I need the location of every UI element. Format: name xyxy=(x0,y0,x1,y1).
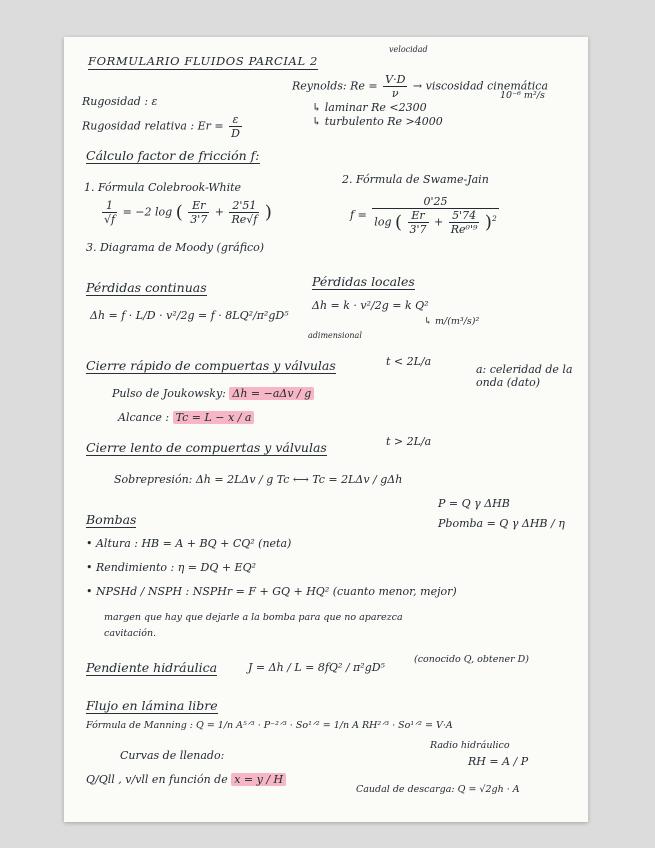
swamee-fraction xyxy=(372,195,498,236)
cierre-rapido-condition: t < 2L/a xyxy=(386,355,432,368)
npsh-note-2: cavitación. xyxy=(104,628,157,639)
reynolds-fraction xyxy=(383,73,407,100)
curvas-line xyxy=(86,773,286,786)
colebrook-t2-den: Re√f xyxy=(231,213,258,226)
colebrook-t2-num: 2'51 xyxy=(229,199,259,213)
pendiente-formula: J = Δh / L = 8fQ² / π²gD⁵ xyxy=(248,661,385,674)
k-units: ↳ m/(m³/s)² xyxy=(424,316,480,327)
colebrook-lhs-num: 1 xyxy=(102,199,117,213)
colebrook-mid: = −2 log xyxy=(122,205,173,219)
curvas-label: Curvas de llenado: xyxy=(120,749,225,762)
viscosidad-note: viscosidad cinemática xyxy=(425,79,549,93)
npsh-line: • NPSHd / NSPH : NSPHr = F + GQ + HQ² (cuanto menor, mejor) xyxy=(86,585,457,598)
adimensional-note: adimensional xyxy=(308,331,362,340)
power-formula: P = Q γ ΔHB xyxy=(438,497,510,510)
swamee-lhs: f = xyxy=(350,208,367,222)
swamee-formula xyxy=(350,195,501,236)
caudal-descarga: Caudal de descarga: Q = √2gh · A xyxy=(356,784,520,795)
rugosidad-relativa-fraction xyxy=(229,113,242,140)
rugosidad-relativa-den: D xyxy=(231,127,240,140)
rugosidad-line: Rugosidad : ε xyxy=(82,95,158,108)
rugosidad-relativa-num: ε xyxy=(229,113,242,127)
curvas-formula: Q/Qll , v/vll en función de xyxy=(86,773,228,786)
alcance-formula: Tc = L − x / a xyxy=(173,411,255,424)
swamee-exponent: 2 xyxy=(491,213,497,223)
joukowsky-formula: Δh = −aΔv / g xyxy=(229,387,314,400)
reynolds-formula: Reynolds: Re = $\frac{V\cdot D}{\nu}$ → viscosidad cinemática xyxy=(292,73,549,100)
power-bomba-formula: Pbomba = Q γ ΔHB / η xyxy=(438,517,565,530)
swamee-t1-den: 3'7 xyxy=(409,223,427,236)
turbulent-regime: ↳ turbulento Re >4000 xyxy=(312,115,443,128)
cierre-lento-heading: Cierre lento de compuertas y válvulas xyxy=(86,440,327,455)
lamina-libre-heading: Flujo en lámina libre xyxy=(86,698,218,713)
swamee-log: log xyxy=(374,215,392,229)
swamee-den: log ( $\frac{Er}{3'7}$ + $\frac{5'74}{\text{Re⁰'⁹}}$ )$^2$ xyxy=(374,209,497,236)
reynolds-label: Reynolds: Re = xyxy=(292,79,378,93)
locales-formula: Δh = k · v²/2g = k Q² xyxy=(312,299,429,312)
velocidad-note: velocidad xyxy=(389,45,428,54)
colebrook-lhs-den: √f xyxy=(104,213,116,226)
sobrepresion-formula: Δh = 2LΔv / g Tc xyxy=(195,473,290,486)
joukowsky-line xyxy=(112,387,314,400)
continuas-heading: Pérdidas continuas xyxy=(86,280,207,295)
rendimiento-line: • Rendimiento : η = DQ + EQ² xyxy=(86,561,257,574)
joukowsky-label: Pulso de Joukowsky: xyxy=(112,387,226,400)
tc-formula: ⟷ Tc = 2LΔv / gΔh xyxy=(292,473,403,486)
swamee-t2 xyxy=(449,209,480,236)
cierre-lento-condition: t > 2L/a xyxy=(386,435,432,448)
sobrepresion-line xyxy=(114,473,402,486)
locales-heading: Pérdidas locales xyxy=(312,274,415,289)
colebrook-term2 xyxy=(229,199,259,226)
colebrook-label: 1. Fórmula Colebrook-White xyxy=(84,181,242,194)
swamee-t2-den: Re⁰'⁹ xyxy=(450,223,478,236)
rugosidad-relativa xyxy=(82,113,244,140)
colebrook-t1-den: 3'7 xyxy=(190,213,208,226)
curvas-x-formula: x = y / H xyxy=(231,773,286,786)
pendiente-note: (conocido Q, obtener D) xyxy=(414,654,529,665)
alcance-line xyxy=(118,411,254,424)
swamee-t1 xyxy=(408,209,429,236)
altura-line: • Altura : HB = A + BQ + CQ² (neta) xyxy=(86,537,292,550)
page-title: FORMULARIO FLUIDOS PARCIAL 2 xyxy=(88,54,318,68)
npsh-note-1: margen que hay que dejarle a la bomba para que no aparezca xyxy=(104,612,403,623)
pendiente-heading: Pendiente hidráulica xyxy=(86,660,218,675)
alcance-label: Alcance : xyxy=(118,411,170,424)
colebrook-formula: $\frac{1}{√f}$ = −2 log ( $\frac{Er}{3'7}$ + $\frac{2'51}{Re√f}$ ) xyxy=(104,199,272,226)
rugosidad-relativa-label: Rugosidad relativa : Er = xyxy=(82,119,224,133)
continuas-formula: Δh = f · L/D · v²/2g = f · 8LQ²/π²gD⁵ xyxy=(90,309,289,322)
swamee-t1-num: Er xyxy=(408,209,429,223)
sobrepresion-label: Sobrepresión: xyxy=(114,473,193,486)
celeridad-note: a: celeridad de la onda (dato) xyxy=(476,363,573,389)
viscosidad-value: 10⁻⁶ m²/s xyxy=(500,90,545,101)
colebrook-t1-num: Er xyxy=(188,199,209,213)
laminar-regime: ↳ laminar Re <2300 xyxy=(312,101,427,114)
colebrook-term1 xyxy=(188,199,209,226)
moody-label: 3. Diagrama de Moody (gráfico) xyxy=(86,241,265,254)
radio-hidraulico-label: Radio hidráulico xyxy=(430,740,510,751)
colebrook-lhs xyxy=(102,199,117,226)
formula-sheet xyxy=(64,37,588,822)
swamee-label: 2. Fórmula de Swame-Jain xyxy=(342,173,489,186)
radio-hidraulico-formula: RH = A / P xyxy=(468,755,529,768)
swamee-t2-num: 5'74 xyxy=(449,209,480,223)
manning-formula: Fórmula de Manning : Q = 1/n A⁵ᐟ³ · P⁻²ᐟ³ · So¹ᐟ² = 1/n A RH²ᐟ³ · So¹ᐟ² = V·A xyxy=(86,720,453,731)
colebrook-plus: + xyxy=(214,205,224,219)
cierre-rapido-heading: Cierre rápido de compuertas y válvulas xyxy=(86,358,336,373)
swamee-num: 0'25 xyxy=(372,195,498,209)
reynolds-denominator: ν xyxy=(391,87,399,100)
friction-heading: Cálculo factor de fricción f: xyxy=(86,148,260,163)
bombas-heading: Bombas xyxy=(86,512,137,527)
reynolds-numerator: V·D xyxy=(385,73,406,86)
